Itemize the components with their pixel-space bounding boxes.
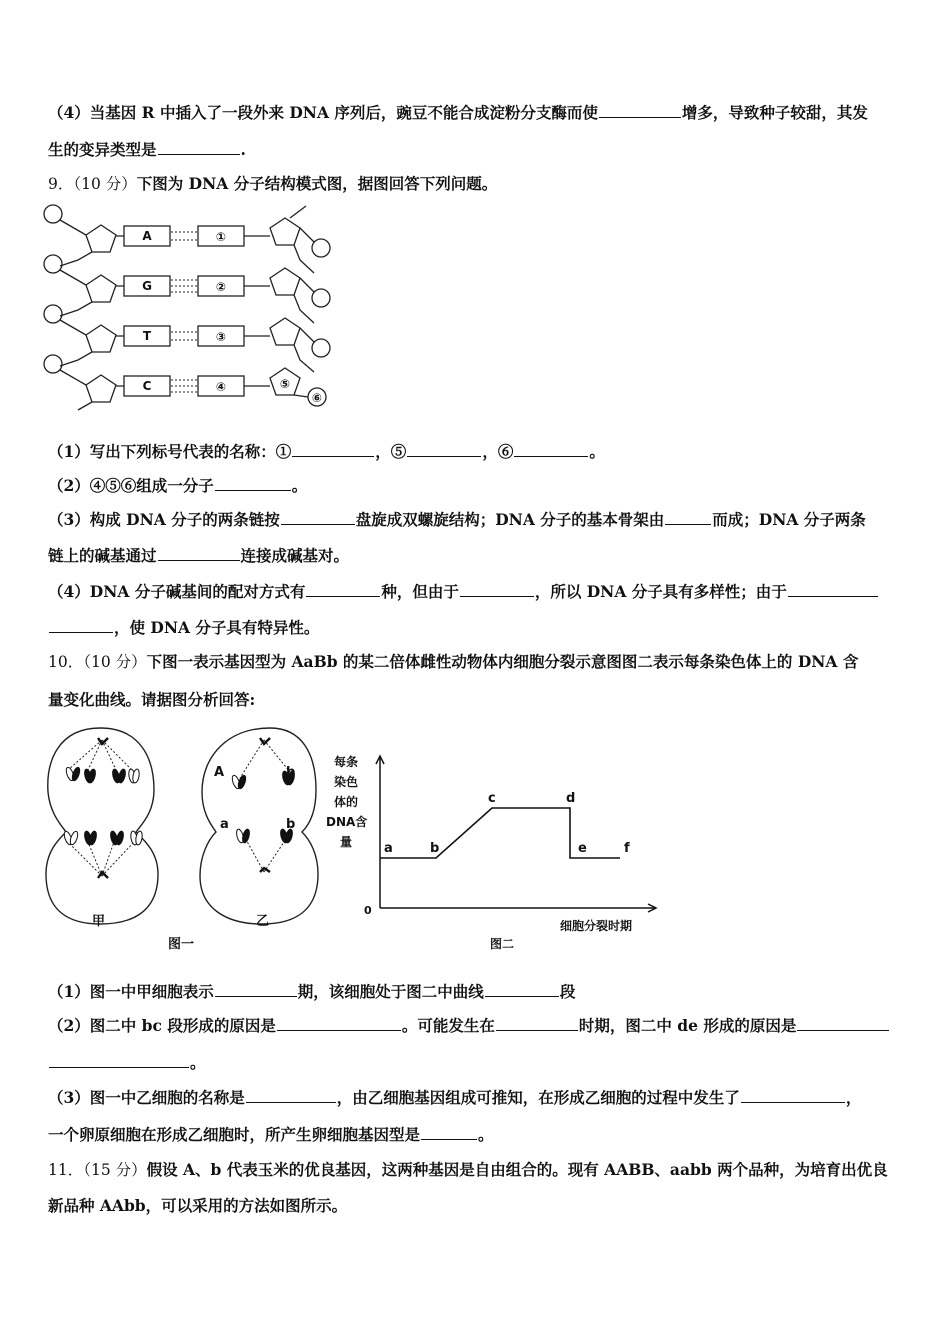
gene-label-A: A xyxy=(214,765,225,780)
y-label-line-1: 每条 xyxy=(334,755,359,769)
point-label-a: a xyxy=(384,841,393,856)
blank[interactable] xyxy=(460,582,534,597)
blank[interactable] xyxy=(49,1053,189,1068)
phosphate-right-3 xyxy=(312,339,330,357)
q9-s3-line2: 链上的碱基通过 连接成碱基对。 xyxy=(48,546,350,565)
base-left-2: G xyxy=(142,279,152,293)
q9-s3-line1: （3）构成 DNA 分子的两条链按 盘旋成双螺旋结构；DNA 分子的基本骨架由 而成；DNA 分子两条 xyxy=(48,510,866,529)
point-label-b: b xyxy=(430,841,440,856)
sugar-left-2 xyxy=(86,275,116,302)
blank[interactable] xyxy=(246,1088,336,1103)
blank[interactable] xyxy=(741,1088,845,1103)
sugar-right-3 xyxy=(270,318,300,345)
y-label-line-4: DNA含 xyxy=(326,815,368,829)
q11-stem-line2: 新品种 AAbb，可以采用的方法如图所示。 xyxy=(48,1196,348,1215)
base-left-4: C xyxy=(142,379,152,393)
q10-s3-line2: 一个卵原细胞在形成乙细胞时，所产生卵细胞基因型是 。 xyxy=(48,1125,494,1144)
blank[interactable] xyxy=(292,442,374,457)
blank[interactable] xyxy=(49,618,113,633)
q9-s2: （2）④⑤⑥组成一分子 。 xyxy=(48,476,308,495)
cell-label-jia: 甲 xyxy=(92,914,106,929)
phosphate-left-4 xyxy=(44,355,62,373)
q8-4-line2: 生的变异类型是 . xyxy=(48,140,246,159)
q9-stem: 9．（10 分）下图为 DNA 分子结构模式图，据图回答下列问题。 xyxy=(48,174,498,193)
dna-content-chart xyxy=(320,744,660,954)
gene-label-b-lower: b xyxy=(286,817,296,832)
label-5: ⑤ xyxy=(279,377,291,391)
base-right-1: ① xyxy=(215,230,227,244)
cell-label-yi: 乙 xyxy=(256,914,270,929)
q10-s2-line1: （2）图二中 bc 段形成的原因是 。可能发生在 时期，图二中 de 形成的原因是 xyxy=(48,1016,890,1036)
point-label-c: c xyxy=(488,791,496,806)
blank[interactable] xyxy=(215,476,291,491)
phosphate-left-2 xyxy=(44,255,62,273)
blank[interactable] xyxy=(158,140,240,155)
base-right-2: ② xyxy=(215,280,227,294)
q8-4-line1: （4）当基因 R 中插入了一段外来 DNA 序列后，豌豆不能合成淀粉分支酶而使 增多，导致种子较甜，其发 xyxy=(48,103,868,122)
sugar-left-3 xyxy=(86,325,116,352)
y-label-line-3: 体的 xyxy=(334,795,359,809)
q9-s1: （1）写出下列标号代表的名称：① ，⑤ ，⑥ 。 xyxy=(48,442,605,461)
point-label-e: e xyxy=(578,841,587,856)
q10-stem-line2: 量变化曲线。请据图分析回答: xyxy=(48,690,256,709)
phosphate-left-3 xyxy=(44,305,62,323)
q10-s1: （1）图一中甲细胞表示 期，该细胞处于图二中曲线 段 xyxy=(48,982,576,1001)
q10-stem-line1: 10．（10 分）下图一表示基因型为 AaBb 的某二倍体雌性动物体内细胞分裂示意图图二表示每条染色体上的 DNA 含 xyxy=(48,652,859,671)
base-right-4: ④ xyxy=(215,380,227,394)
dna-structure-diagram xyxy=(38,200,338,412)
blank[interactable] xyxy=(407,442,481,457)
blank[interactable] xyxy=(485,982,559,997)
blank[interactable] xyxy=(514,442,588,457)
figure1-caption: 图一 xyxy=(168,937,195,952)
blank[interactable] xyxy=(797,1016,889,1031)
blank[interactable] xyxy=(599,103,681,118)
label-6: ⑥ xyxy=(311,391,323,405)
figure2-caption: 图二 xyxy=(490,937,515,951)
sugar-left-1 xyxy=(86,225,116,252)
blank[interactable] xyxy=(306,582,380,597)
sugar-left-4 xyxy=(86,375,116,402)
cell-yi-outline xyxy=(200,728,318,924)
cell-jia-outline xyxy=(46,728,158,924)
sugar-right-1 xyxy=(270,218,300,245)
q11-stem-line1: 11．（15 分）假设 A、b 代表玉米的优良基因，这两种基因是自由组合的。现有 AABB、aabb 两个品种，为培育出优良 xyxy=(48,1160,888,1179)
base-right-3: ③ xyxy=(215,330,227,344)
point-label-d: d xyxy=(566,791,576,806)
q10-s3-line1: （3）图一中乙细胞的名称是 ，由乙细胞基因组成可推知，在形成乙细胞的过程中发生了 ， xyxy=(48,1088,862,1107)
blank[interactable] xyxy=(215,982,297,997)
blank[interactable] xyxy=(277,1016,401,1031)
blank[interactable] xyxy=(496,1016,578,1031)
base-left-3: T xyxy=(142,329,152,343)
gene-label-b-upper: b xyxy=(286,765,296,780)
axis-origin: 0 xyxy=(364,904,372,917)
blank[interactable] xyxy=(421,1125,477,1140)
point-label-f: f xyxy=(624,841,630,856)
blank[interactable] xyxy=(665,510,711,525)
base-left-1: A xyxy=(142,229,152,243)
gene-label-a: a xyxy=(220,817,229,832)
blank[interactable] xyxy=(788,582,878,597)
phosphate-right-2 xyxy=(312,289,330,307)
q10-s2-line2: 。 xyxy=(48,1053,206,1073)
q9-s4-line2: ，使 DNA 分子具有特异性。 xyxy=(48,618,319,638)
x-axis-label: 细胞分裂时期 xyxy=(560,919,633,933)
cell-division-figure xyxy=(40,722,330,954)
sugar-right-2 xyxy=(270,268,300,295)
blank[interactable] xyxy=(281,510,355,525)
q9-s4-line1: （4）DNA 分子碱基间的配对方式有 种，但由于 ，所以 DNA 分子具有多样性；由于 xyxy=(48,582,879,602)
phosphate-left-1 xyxy=(44,205,62,223)
blank[interactable] xyxy=(158,546,240,561)
y-label-line-5: 量 xyxy=(340,835,353,849)
phosphate-right-1 xyxy=(312,239,330,257)
y-label-line-2: 染色 xyxy=(334,775,359,789)
